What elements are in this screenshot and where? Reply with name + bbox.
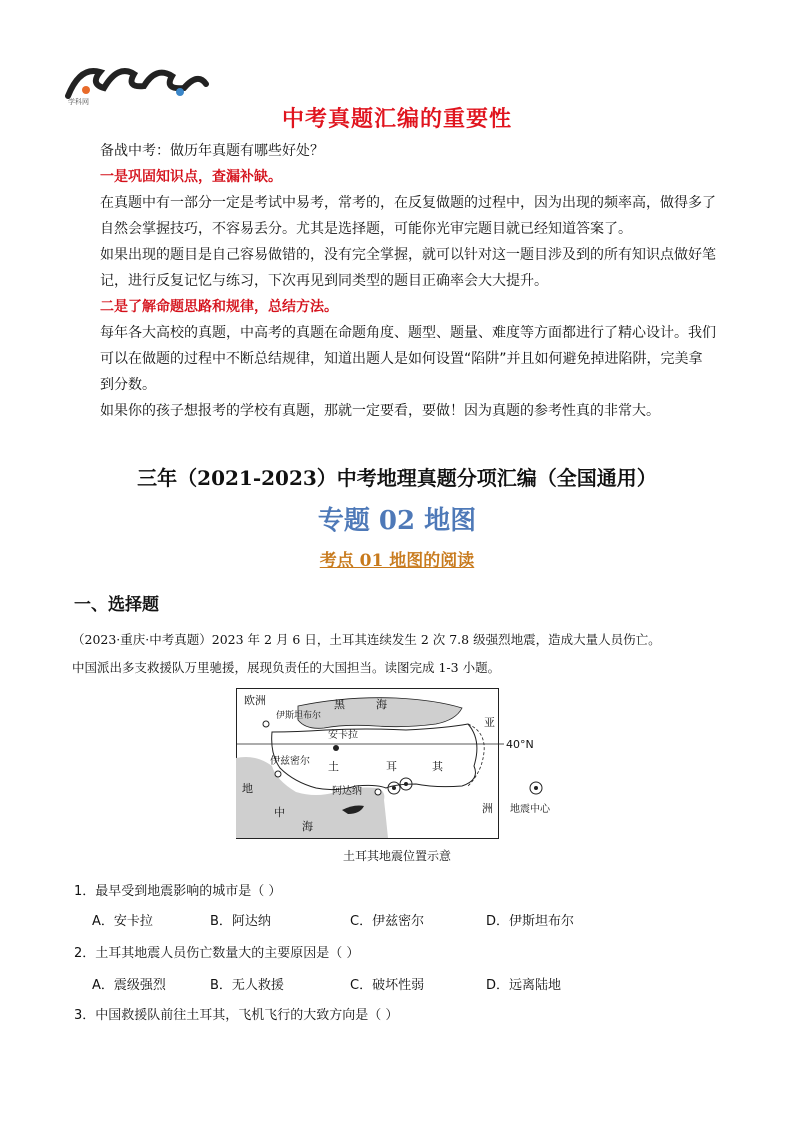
map-label-latitude: 40°N <box>506 738 534 751</box>
point2-heading: 二是了解命题思路和规律，总结方法。 <box>100 299 338 315</box>
q2-option-a[interactable]: A．震级强烈 <box>92 978 166 993</box>
map-label-sea-1: 海 <box>376 698 387 711</box>
map-legend-epicenter: 地震中心 <box>510 804 550 815</box>
q2-option-b[interactable]: B．无人救援 <box>210 978 284 993</box>
point1-body-a: 在真题中有一部分一定是考试中易考，常考的，在反复做题的过程中，因为出现的频率高，做得多了 <box>100 195 716 211</box>
map-label-black: 黑 <box>334 698 345 711</box>
map-label-er: 耳 <box>386 760 397 773</box>
q1-option-d[interactable]: D．伊斯坦布尔 <box>486 914 575 929</box>
point1-body-c: 如果出现的题目是自己容易做错的，没有完全掌握，就可以针对这一题目涉及到的所有知识点做好笔 <box>100 247 716 263</box>
map-label-qi: 其 <box>432 760 443 773</box>
map-label-izmir: 伊兹密尔 <box>270 756 310 767</box>
q1-option-c[interactable]: C．伊兹密尔 <box>350 914 425 929</box>
question-1-stem: 1．最早受到地震影响的城市是（ ） <box>74 884 282 899</box>
question-2-stem: 2．土耳其地震人员伤亡数量大的主要原因是（ ） <box>74 946 360 961</box>
map-label-zhou: 洲 <box>482 802 493 815</box>
question-intro-line1: （2023·重庆·中考真题）2023 年 2 月 6 日，土耳其连续发生 2 次 7.8 级强烈地震，造成大量人员伤亡。 <box>72 632 661 647</box>
map-label-tu: 土 <box>328 760 339 773</box>
map-label-europe: 欧洲 <box>244 694 266 707</box>
map-label-ankara: 安卡拉 <box>328 730 358 741</box>
intro-question: 备战中考：做历年真题有哪些好处？ <box>100 143 324 159</box>
point-title: 考点 01 地图的阅读 <box>319 551 475 571</box>
map-label-zhong: 中 <box>274 806 285 819</box>
point1-body-b: 自然会掌握技巧，不容易丢分。尤其是选择题，可能你光审完题目就已经知道答案了。 <box>100 221 632 237</box>
logo <box>60 58 210 106</box>
map-caption: 土耳其地震位置示意 <box>342 849 451 863</box>
turkey-earthquake-map <box>236 688 556 852</box>
section-heading: 一、选择题 <box>74 595 159 615</box>
main-title: 三年（2021-2023）中考地理真题分项汇编（全国通用） <box>137 466 657 490</box>
point1-heading: 一是巩固知识点，查漏补缺。 <box>100 169 282 185</box>
point2-body-c: 到分数。 <box>100 377 156 393</box>
svg-text:学科网: 学科网 <box>68 98 89 106</box>
question-3-stem: 3．中国救援队前往土耳其，飞机飞行的大致方向是（ ） <box>74 1008 399 1023</box>
map-label-di: 地 <box>242 782 253 795</box>
map-label-hai: 海 <box>302 820 313 833</box>
map-label-istanbul: 伊斯坦布尔 <box>276 711 322 721</box>
point2-body-a: 每年各大高校的真题，中高考的真题在命题角度、题型、题量、难度等方面都进行了精心设计。我们 <box>100 325 716 341</box>
q1-option-b[interactable]: B．阿达纳 <box>210 914 271 929</box>
q2-option-d[interactable]: D．远离陆地 <box>486 978 562 993</box>
question-intro <box>72 626 732 682</box>
q1-option-a[interactable]: A．安卡拉 <box>92 914 153 929</box>
hero-title: 中考真题汇编的重要性 <box>281 107 512 132</box>
point2-body-b: 可以在做题的过程中不断总结规律，知道出题人是如何设置“陷阱”并且如何避免掉进陷阱，完美拿 <box>100 351 703 367</box>
question-intro-line2: 中国派出多支救援队万里驰援，展现负责任的大国担当。读图完成 1-3 小题。 <box>72 660 501 675</box>
point1-body-d: 记，进行反复记忆与练习，下次再见到同类型的题目正确率会大大提升。 <box>100 273 548 289</box>
map-label-asia: 亚 <box>484 716 495 729</box>
topic-title: 专题 02 地图 <box>317 506 477 536</box>
closing-paragraph: 如果你的孩子想报考的学校有真题，那就一定要看，要做！因为真题的参考性真的非常大。 <box>100 403 660 419</box>
q2-option-c[interactable]: C．破坏性弱 <box>350 978 425 993</box>
map-label-adana: 阿达纳 <box>332 786 362 797</box>
